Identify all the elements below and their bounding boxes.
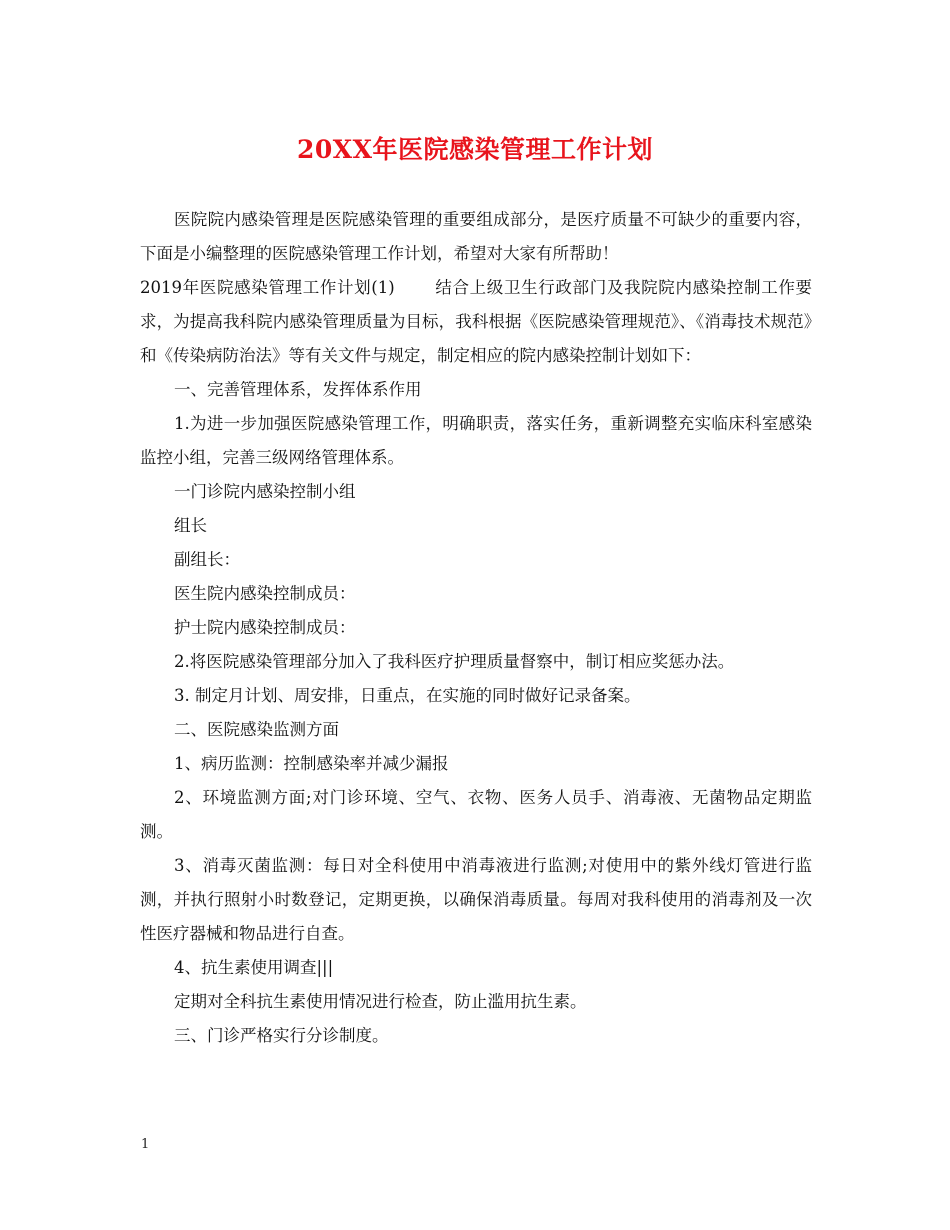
group-leader-line: 组长 <box>174 516 207 535</box>
deputy-leader-line: 副组长： <box>174 550 240 569</box>
item-disinfection-monitoring: 3、消毒灭菌监测：每日对全科使用中消毒液进行监测;对使用中的紫外线灯管进行监测，并执行照射小时数登记，定期更换，以确保消毒质量。每周对我科使用的消毒剂及一次性医疗器械和物品进行自查。 <box>140 856 812 943</box>
item-antibiotic-survey: 4、抗生素使用调查||| <box>174 958 334 977</box>
control-group-heading: 一门诊院内感染控制小组 <box>174 482 356 501</box>
doctor-members-line: 医生院内感染控制成员： <box>174 584 356 603</box>
nurse-members-line: 护士院内感染控制成员： <box>174 618 356 637</box>
item-management-system: 1.为进一步加强医院感染管理工作，明确职责，落实任务，重新调整充实临床科室感染监控小组，完善三级网络管理体系。 <box>140 414 812 467</box>
section-heading-triage: 三、门诊严格实行分诊制度。 <box>174 1026 389 1045</box>
item-record-monitoring: 1、病历监测：控制感染率并减少漏报 <box>174 754 449 773</box>
document-body <box>140 203 812 1053</box>
item-environment-monitoring: 2、环境监测方面;对门诊环境、空气、衣物、医务人员手、消毒液、无菌物品定期监测。 <box>140 788 812 841</box>
document-title: 20XX年医院感染管理工作计划 <box>296 135 654 164</box>
item-quality-supervision: 2.将医院感染管理部分加入了我科医疗护理质量督察中，制订相应奖惩办法。 <box>174 652 735 671</box>
plan-paragraph <box>140 271 812 373</box>
intro-paragraph: 医院院内感染管理是医院感染管理的重要组成部分，是医疗质量不可缺少的重要内容，下面是小编整理的医院感染管理工作计划，希望对大家有所帮助！ <box>140 210 812 263</box>
antibiotic-check-line: 定期对全科抗生素使用情况进行检查，防止滥用抗生素。 <box>174 992 587 1011</box>
plan-text: 结合上级卫生行政部门及我院院内感染控制工作要求，为提高我科院内感染管理质量为目标，我科根据《医院感染管理规范》、《消毒技术规范》和《传染病防治法》等有关文件与规定，制定相应的院内感染控制计划如下： <box>140 278 813 365</box>
section-heading-management: 一、完善管理体系，发挥体系作用 <box>174 380 422 399</box>
section-heading-monitoring: 二、医院感染监测方面 <box>174 720 339 739</box>
page-number: 1 <box>141 1137 150 1152</box>
item-monthly-plan: 3. 制定月计划、周安排，日重点，在实施的同时做好记录备案。 <box>174 686 641 705</box>
plan-heading: 2019年医院感染管理工作计划(1) <box>140 278 395 297</box>
